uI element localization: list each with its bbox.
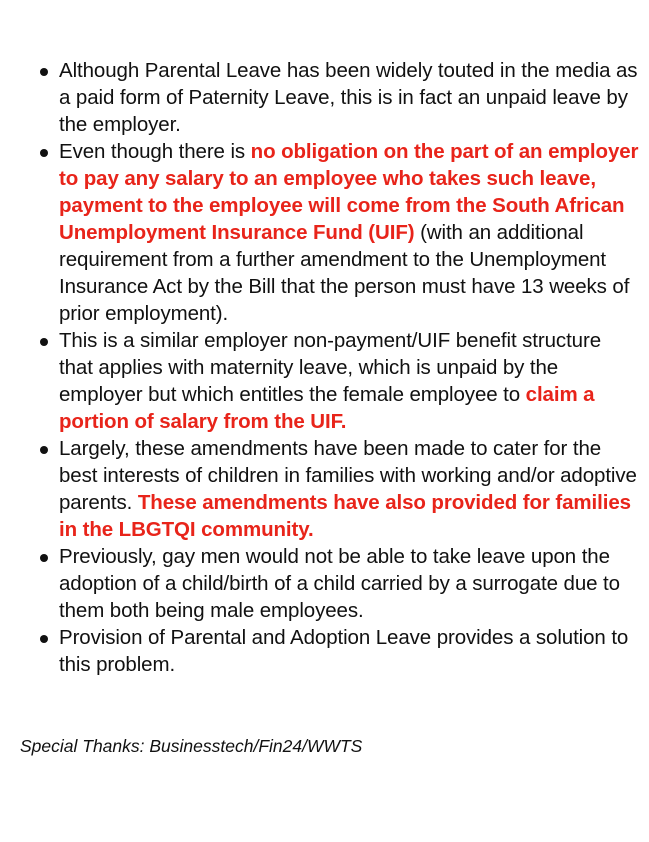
bullet-text: Provision of Parental and Adoption Leave provides a solution to this problem. xyxy=(59,626,629,676)
bullet-text: This is a similar employer non-payment/UIF benefit structure that applies with maternity leave, which is unpaid by the employer but which entitles the female employee to xyxy=(59,329,602,406)
bullet-text: (with an additional requirement from a further amendment to the Unemployment Insurance Act by the Bill that the person must have 13 weeks of prior employment). xyxy=(59,221,630,325)
bullet-item-previously xyxy=(40,543,640,624)
bullet-item-amendments xyxy=(40,435,640,543)
bullet-item-uif-payment xyxy=(40,138,640,327)
highlight-text: . xyxy=(308,518,314,541)
highlight-text: no obligation on the part of an employer to pay any salary to an employee who takes such leave, payment to the employee will come from the South African Unemployment Insurance Fund (UIF) xyxy=(59,140,639,244)
bullet-item-maternity-structure xyxy=(40,327,640,435)
bullet-item-provision xyxy=(40,624,640,678)
bullet-text: Largely, these amendments have been made to cater for the best interests of children in families with working and/or adoptive parents. xyxy=(59,437,637,514)
bullet-list xyxy=(40,57,640,678)
bullet-icon xyxy=(40,554,48,562)
bullet-text: Previously, gay men would not be able to take leave upon the adoption of a child/birth of a child carried by a surrogate due to them both being male employees. xyxy=(59,545,620,622)
credits-text: Special Thanks: Businesstech/Fin24/WWTS xyxy=(20,736,363,756)
bullet-text: Although Parental Leave has been widely touted in the media as a paid form of Paternity Leave, this is in fact an unpaid leave by the employer. xyxy=(59,59,638,136)
bullet-icon xyxy=(40,635,48,643)
highlight-text: . xyxy=(340,410,347,433)
highlight-text: claim a portion of salary from the UIF xyxy=(59,383,595,433)
bullet-text: Even though there is xyxy=(59,140,251,163)
bullet-icon xyxy=(40,149,48,157)
bullet-icon xyxy=(40,446,48,454)
bullet-icon xyxy=(40,338,48,346)
bullet-item-unpaid-leave xyxy=(40,57,640,138)
highlight-text: These amendments have also provided for families in the LBGTQI community xyxy=(59,491,631,541)
bullet-icon xyxy=(40,68,48,76)
